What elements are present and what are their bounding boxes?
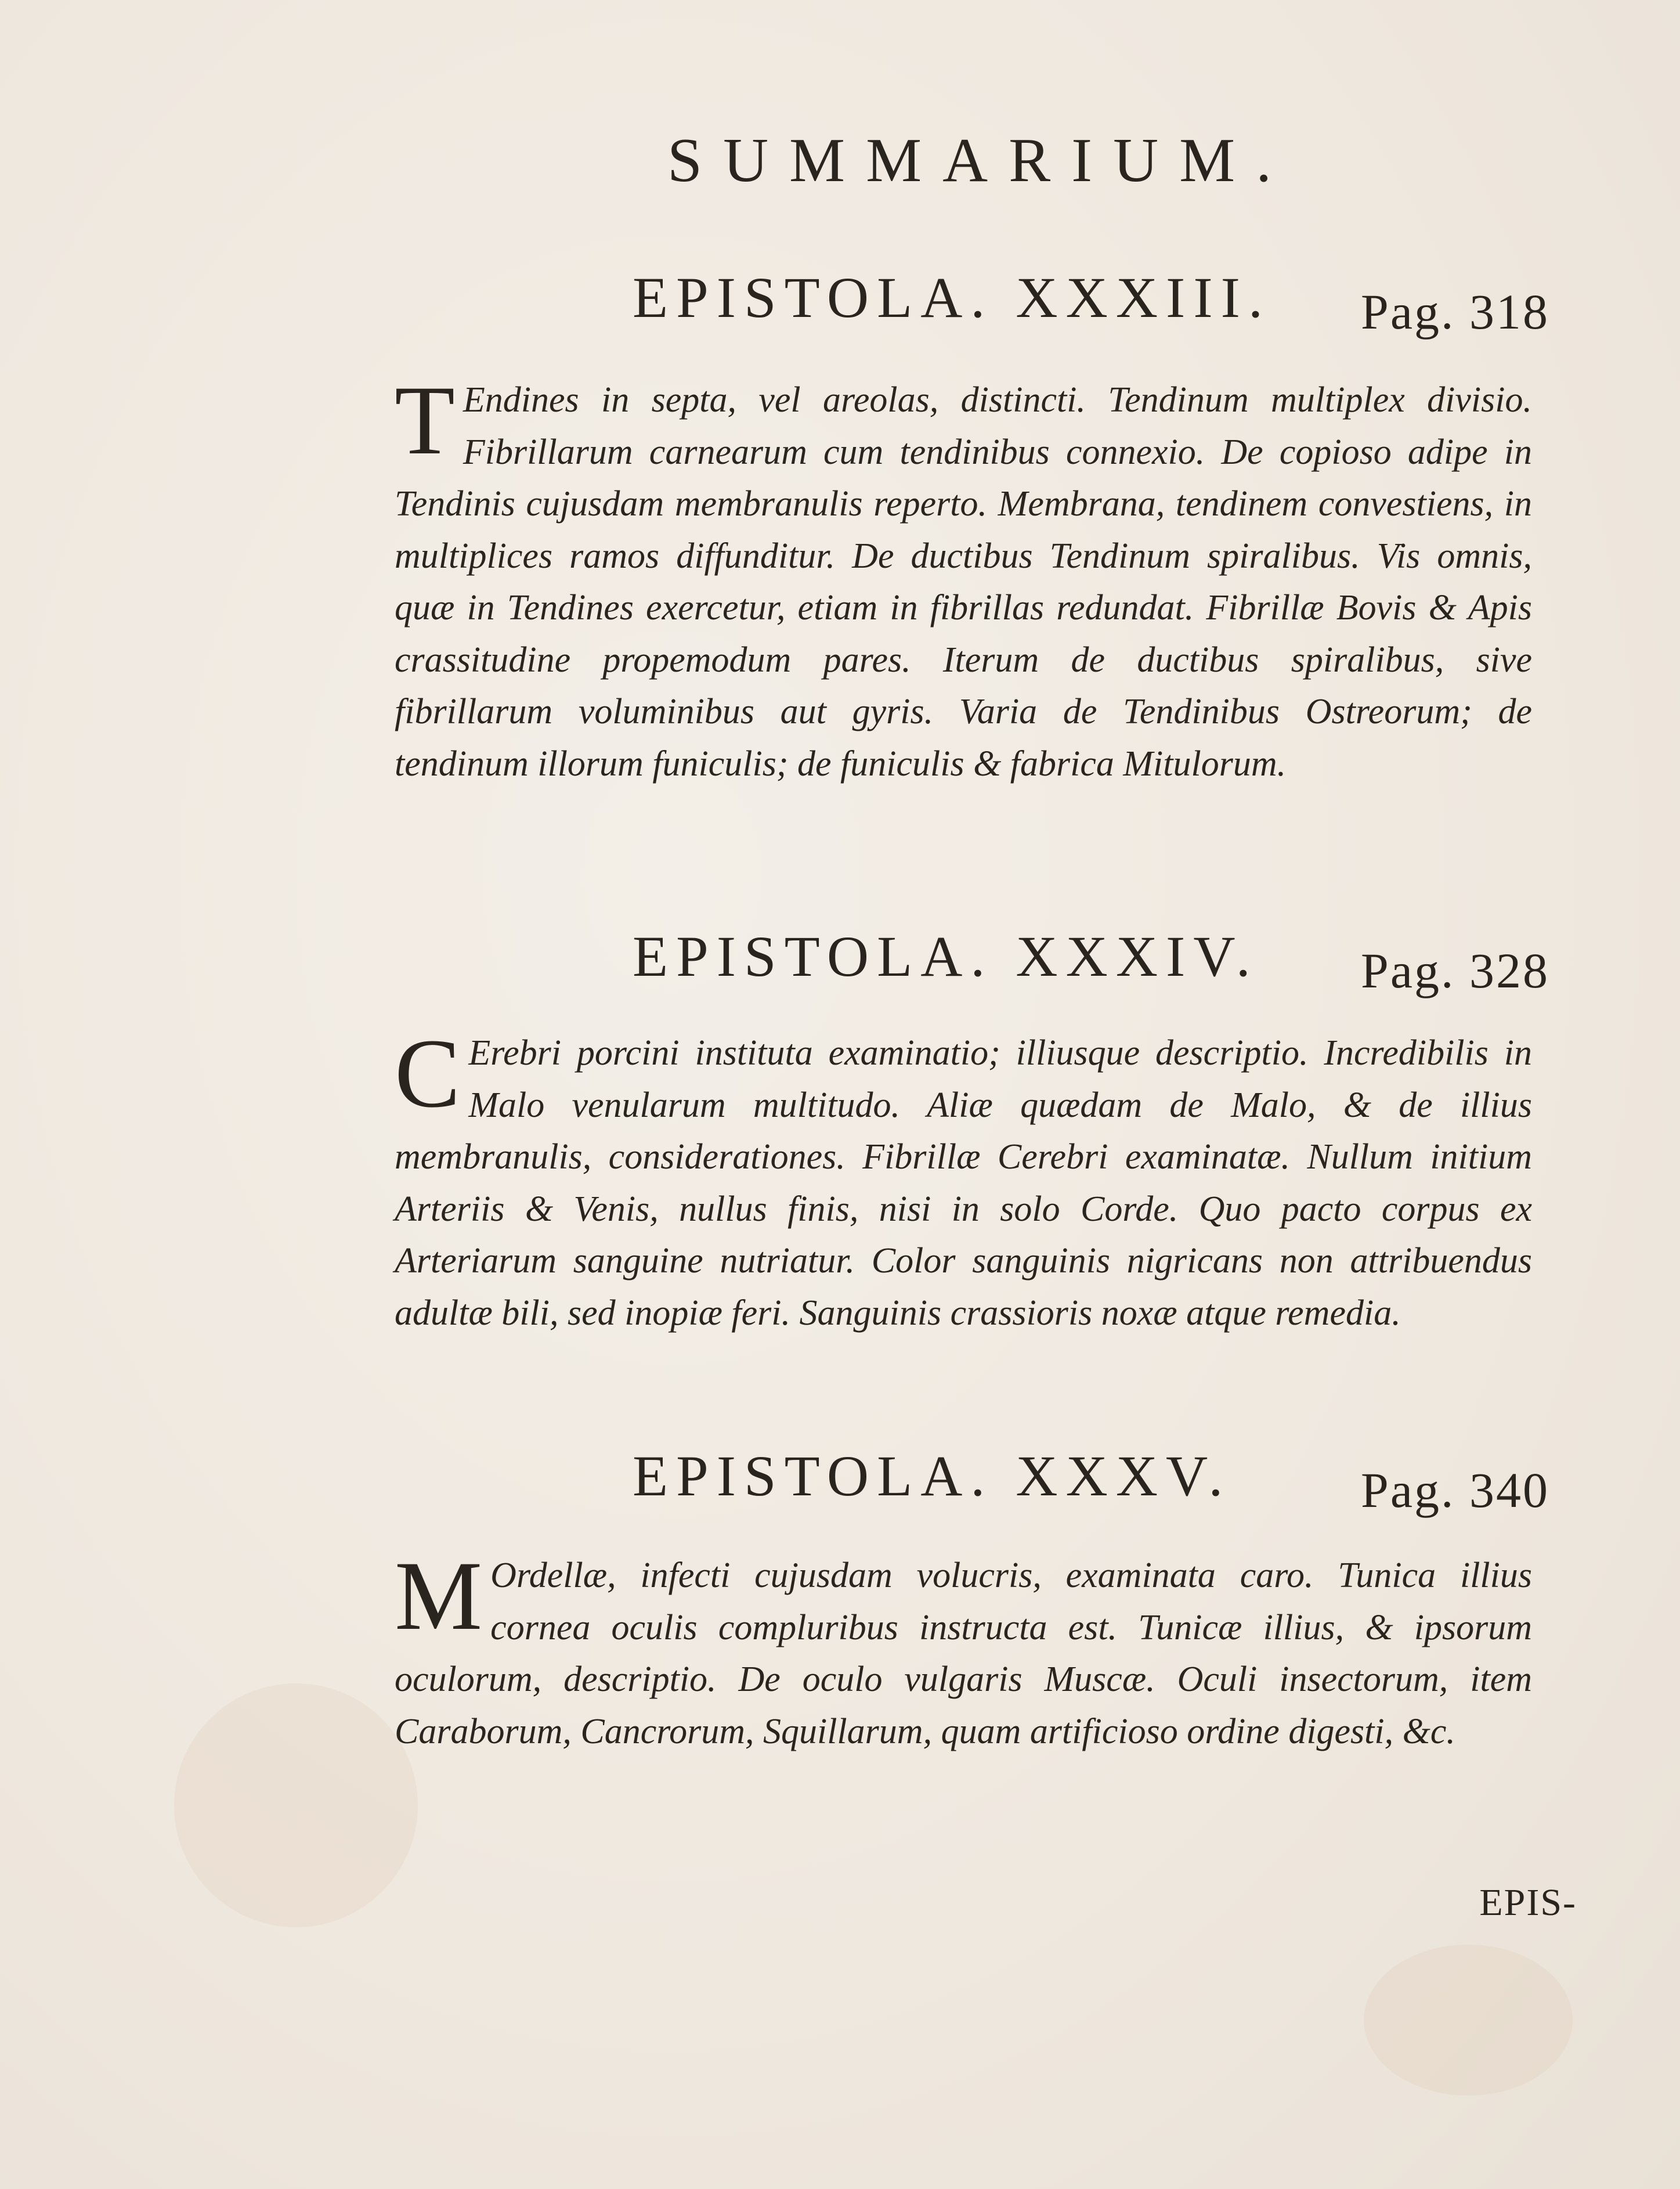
section-title: EPISTOLA. XXXIII.	[633, 265, 1271, 330]
section-heading	[633, 264, 1561, 340]
section-title: EPISTOLA. XXXV.	[633, 1444, 1231, 1508]
summary-text: Endines in septa, vel areolas, distincti. Tendinum multiplex divisio. Fibrillarum carnearum cum tendinibus connexio. De copioso adipe in Tendinis cujusdam membranulis reperto. Membrana, tendinem convestiens, in multiplices ramos diffunditur. De ductibus Tendinum spiralibus. Vis omnis, quæ in Tendines exercetur, etiam in fibrillas redundat. Fibrillæ Bovis & Apis crassitudine propemodum pares. Iterum de ductibus spiralibus, sive fibrillarum voluminibus aut gyris. Varia de Tendinibus Ostreorum; de tendinum illorum funiculis; de funiculis & fabrica Mitulorum.	[395, 380, 1532, 784]
page-reference: Pag. 328	[1361, 943, 1549, 998]
section-heading	[633, 1442, 1561, 1518]
page-reference: Pag. 318	[1361, 284, 1549, 340]
section-heading	[633, 923, 1561, 998]
section-summary	[395, 1019, 1532, 1339]
section-title: EPISTOLA. XXXIV.	[633, 924, 1259, 989]
summary-text: Erebri porcini instituta examinatio; illiusque descriptio. Incredibilis in Malo venularum multitudo. Aliæ quædam de Malo, & de illius membranulis, considerationes. Fibrillæ Cerebri examinatæ. Nullum initium Arteriis & Venis, nullus finis, nisi in solo Corde. Quo pacto corpus ex Arteriarum sanguine nutriatur. Color sanguinis nigricans non attribuendus adultæ bili, sed inopiæ feri. Sanguinis crassioris noxæ atque remedia.	[395, 1033, 1532, 1333]
paper-stain	[1364, 1945, 1573, 2096]
catchword: EPIS-	[1479, 1881, 1577, 1924]
page-reference: Pag. 340	[1361, 1462, 1549, 1518]
paper-stain	[174, 1683, 418, 1927]
drop-cap: C	[395, 1019, 461, 1128]
drop-cap: M	[395, 1541, 483, 1650]
drop-cap: T	[395, 366, 455, 475]
section-summary	[395, 366, 1532, 790]
summary-text: Ordellæ, infecti cujusdam volucris, examinata caro. Tunica illius cornea oculis compluribus instructa est. Tunicæ illius, & ipsorum oculorum, descriptio. De oculo vulgaris Muscæ. Oculi insectorum, item Caraborum, Cancrorum, Squillarum, quam artificioso ordine digesti, &c.	[395, 1556, 1532, 1751]
running-head: SUMMARIUM.	[667, 126, 1293, 195]
section-summary	[395, 1541, 1532, 1758]
